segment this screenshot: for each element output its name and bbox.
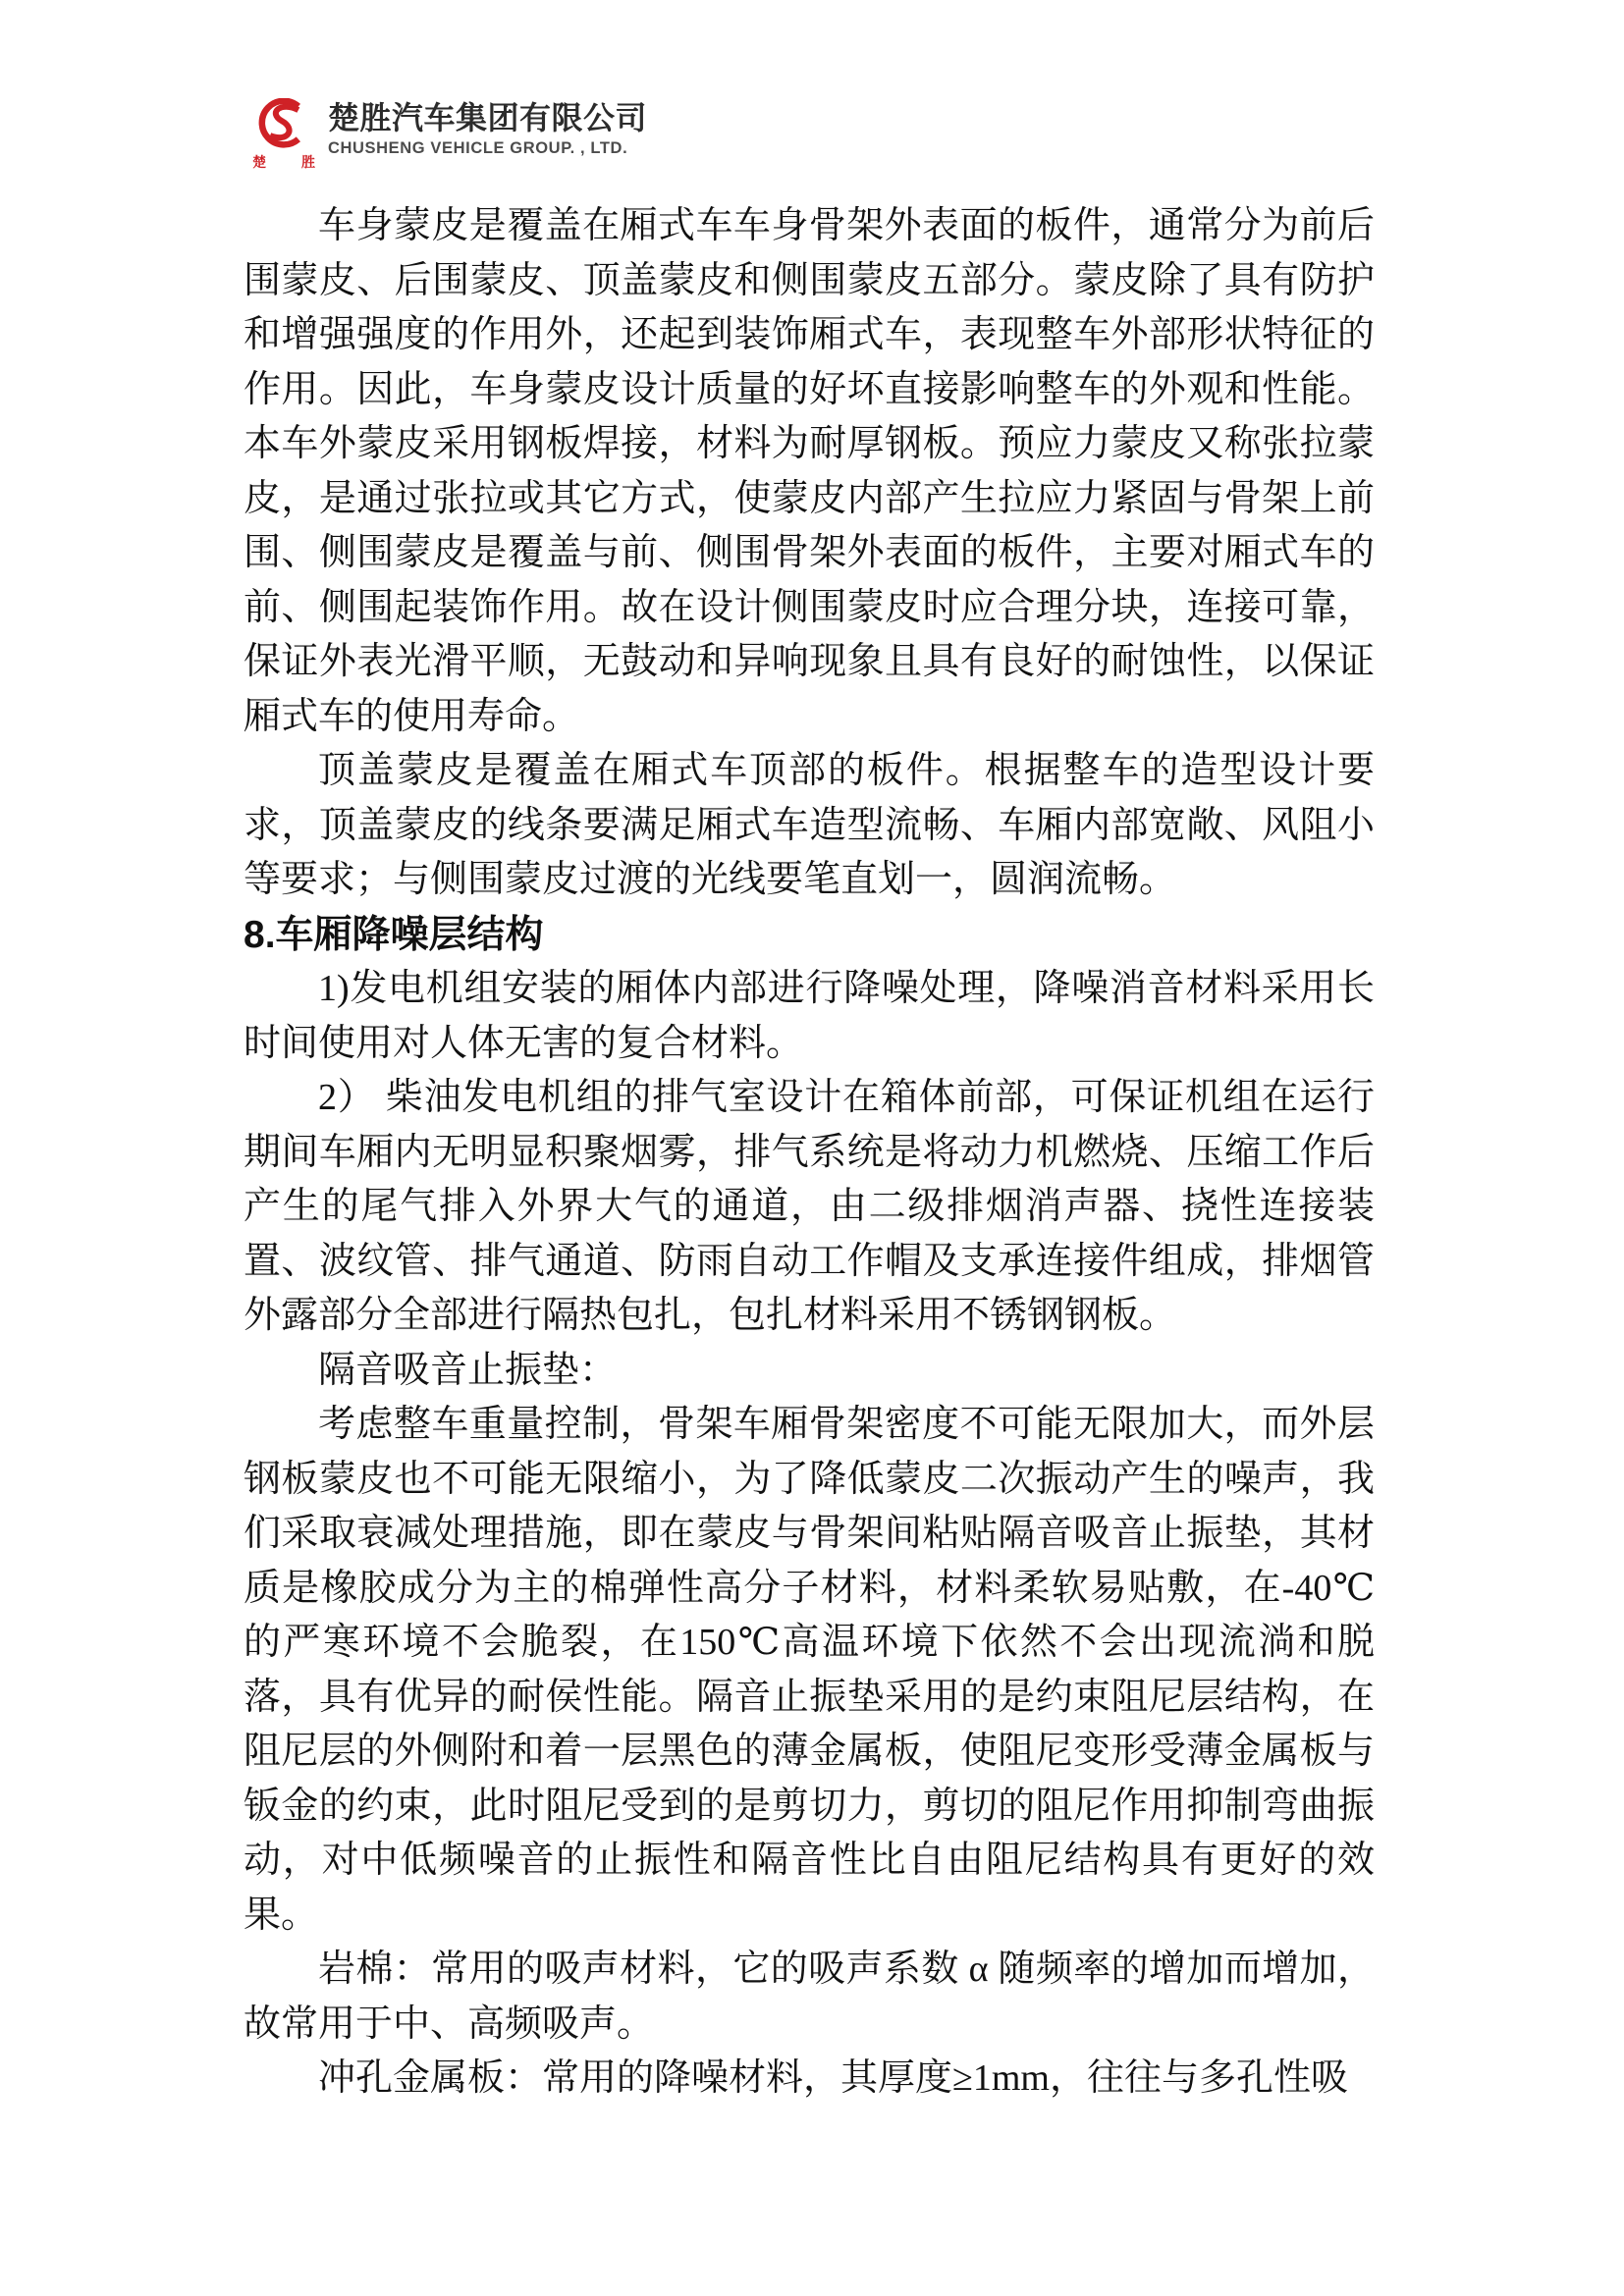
chusheng-emblem-icon: [256, 98, 311, 149]
document-body: [244, 199, 1375, 2107]
paragraph-noise-treatment-2: 2） 柴油发电机组的排气室设计在箱体前部，可保证机组在运行期间车厢内无明显积聚烟雾，排气系统是将动力机燃烧、压缩工作后产生的尾气排入外界大气的通道，由二级排烟消声器、挠性连接装置、波纹管、排气通道、防雨自动工作帽及支承连接件组成，排烟管外露部分全部进行隔热包扎，包扎材料采用不锈钢钢板。: [244, 1077, 1375, 1336]
paragraph-roof-skin: 顶盖蒙皮是覆盖在厢式车顶部的板件。根据整车的造型设计要求，顶盖蒙皮的线条要满足厢式车造型流畅、车厢内部宽敞、风阻小等要求；与侧围蒙皮过渡的光线要笔直划一，圆润流畅。: [244, 750, 1375, 900]
paragraph-rock-wool: 岩棉：常用的吸声材料，它的吸声系数 α 随频率的增加而增加，故常用于中、高频吸声。: [244, 1949, 1375, 2045]
company-names: [328, 98, 647, 158]
paragraph-damping-pad-detail: 考虑整车重量控制，骨架车厢骨架密度不可能无限加大，而外层钢板蒙皮也不可能无限缩小，为了降低蒙皮二次振动产生的噪声，我们采取衰减处理措施，即在蒙皮与骨架间粘贴隔音吸音止振垫，其材质是橡胶成分为主的棉弹性高分子材料，材料柔软易贴敷，在-40℃的严寒环境不会脆裂，在150℃高温环境下依然不会出现流淌和脱落，具有优异的耐侯性能。隔音止振垫采用的是约束阻尼层结构，在阻尼层的外侧附和着一层黑色的薄金属板，使阻尼变形受薄金属板与钣金的约束，此时阻尼受到的是剪切力，剪切的阻尼作用抑制弯曲振动，对中低频噪音的止振性和隔音性比自由阻尼结构具有更好的效果。: [244, 1404, 1375, 1936]
company-logo: [253, 98, 647, 172]
company-name-zh: 楚胜汽车集团有限公司: [328, 100, 648, 135]
section-heading-noise-layer: 8.车厢降噪层结构: [244, 913, 544, 956]
paragraph-perforated-plate: 冲孔金属板：常用的降噪材料，其厚度≥1mm，往往与多孔性吸: [318, 2057, 1348, 2099]
paragraph-body-skin-overview: 车身蒙皮是覆盖在厢式车车身骨架外表面的板件，通常分为前后围蒙皮、后围蒙皮、顶盖蒙皮和侧围蒙皮五部分。蒙皮除了具有防护和增强强度的作用外，还起到装饰厢式车，表现整车外部形状特征的作用。因此，车身蒙皮设计质量的好坏直接影响整车的外观和性能。本车外蒙皮采用钢板焊接，材料为耐厚钢板。预应力蒙皮又称张拉蒙皮，是通过张拉或其它方式，使蒙皮内部产生拉应力紧固与骨架上前围、侧围蒙皮是覆盖与前、侧围骨架外表面的板件，主要对厢式车的前、侧围起装饰作用。故在设计侧围蒙皮时应合理分块，连接可靠，保证外表光滑平顺，无鼓动和异响现象且具有良好的耐蚀性，以保证厢式车的使用寿命。: [244, 205, 1375, 737]
logo-emblem: [252, 98, 331, 172]
paragraph-noise-treatment-1: 1)发电机组安装的厢体内部进行降噪处理，降噪消音材料采用长时间使用对人体无害的复合材料。: [244, 968, 1375, 1064]
logo-caption: 楚 胜: [252, 154, 331, 170]
paragraph-damping-pad-title: 隔音吸音止振垫：: [318, 1349, 618, 1391]
company-name-en: CHUSHENG VEHICLE GROUP. , LTD.: [328, 139, 628, 157]
